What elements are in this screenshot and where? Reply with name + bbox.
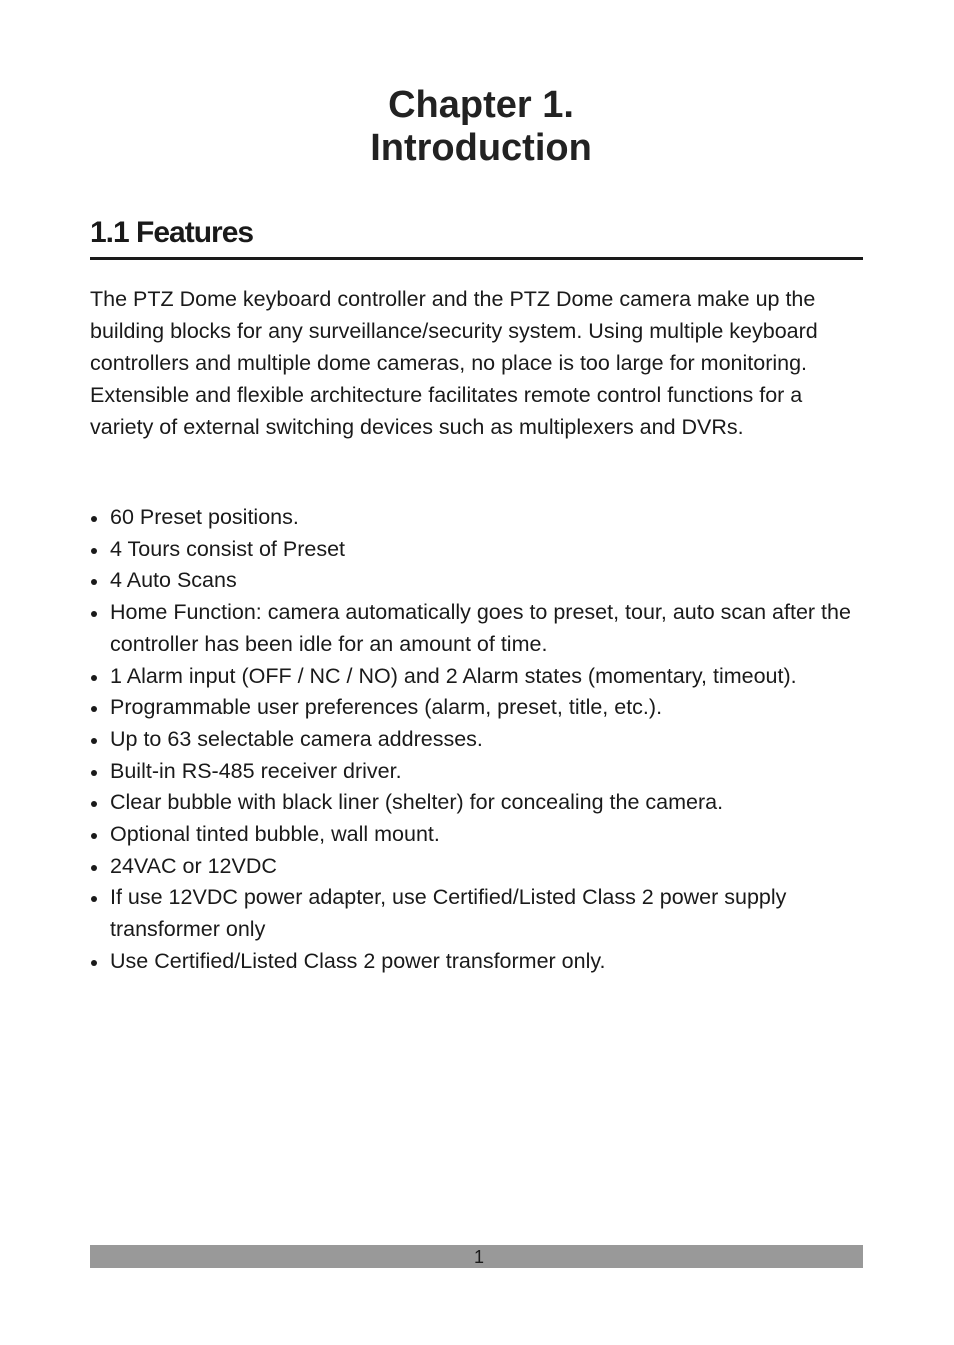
feature-text: 60 Preset positions. [110,505,299,529]
bullet-icon [91,548,97,554]
feature-item [90,756,863,788]
feature-item [90,724,863,756]
bullet-icon [91,675,97,681]
feature-text: Up to 63 selectable camera addresses. [110,726,483,751]
bullet-icon [91,516,97,522]
feature-text: Optional tinted bubble, wall mount. [110,822,440,847]
feature-text: If use 12VDC power adapter, use Certified/Listed Class 2 power supply transformer only [110,885,787,942]
chapter-name: Introduction [370,127,592,169]
bullet-icon [91,579,97,585]
bullet-icon [91,770,97,776]
bullet-icon [91,896,97,902]
feature-item [90,534,863,566]
feature-item [90,882,863,945]
section-divider [90,257,863,260]
feature-item [90,946,863,978]
section-heading: 1.1 Features [90,216,254,249]
feature-item [90,565,863,597]
chapter-number: Chapter 1. [388,84,574,126]
feature-text: 24VAC or 12VDC [110,853,277,878]
page-number: 1 [473,1247,484,1267]
intro-paragraph: The PTZ Dome keyboard controller and the PTZ Dome camera make up the building blocks for any surveillance/security system. Using multiple keyboard controllers and multiple dome cameras, no place is too large for monitoring. Extensible and flexible architecture facilitates remote control functions for a variety of external switching devices such as multiplexers and DVRs. [90,287,818,439]
bullet-icon [91,611,97,617]
feature-text: 4 Auto Scans [110,568,237,593]
feature-text: 4 Tours consist of Preset [110,536,346,561]
feature-text: Programmable user preferences (alarm, preset, title, etc.). [110,695,663,720]
bullet-icon [91,738,97,744]
feature-item [90,787,863,819]
feature-item [90,819,863,851]
bullet-icon [91,833,97,839]
features-list [90,502,863,978]
feature-text: 1 Alarm input (OFF / NC / NO) and 2 Alarm states (momentary, timeout). [110,663,797,688]
bullet-icon [91,801,97,807]
feature-item [90,692,863,724]
bullet-icon [91,960,97,966]
bullet-icon [91,706,97,712]
feature-item [90,502,863,534]
bullet-icon [91,865,97,871]
chapter-title [0,84,954,170]
feature-text: Built-in RS-485 receiver driver. [110,758,402,783]
feature-text: Use Certified/Listed Class 2 power transformer only. [110,948,606,973]
feature-item [90,851,863,883]
feature-item [90,661,863,693]
feature-text: Clear bubble with black liner (shelter) for concealing the camera. [110,790,724,815]
feature-text: Home Function: camera automatically goes to preset, tour, auto scan after the controller has been idle for an amount of time. [110,600,851,656]
feature-item [90,597,863,660]
footer-bar [90,1245,863,1268]
